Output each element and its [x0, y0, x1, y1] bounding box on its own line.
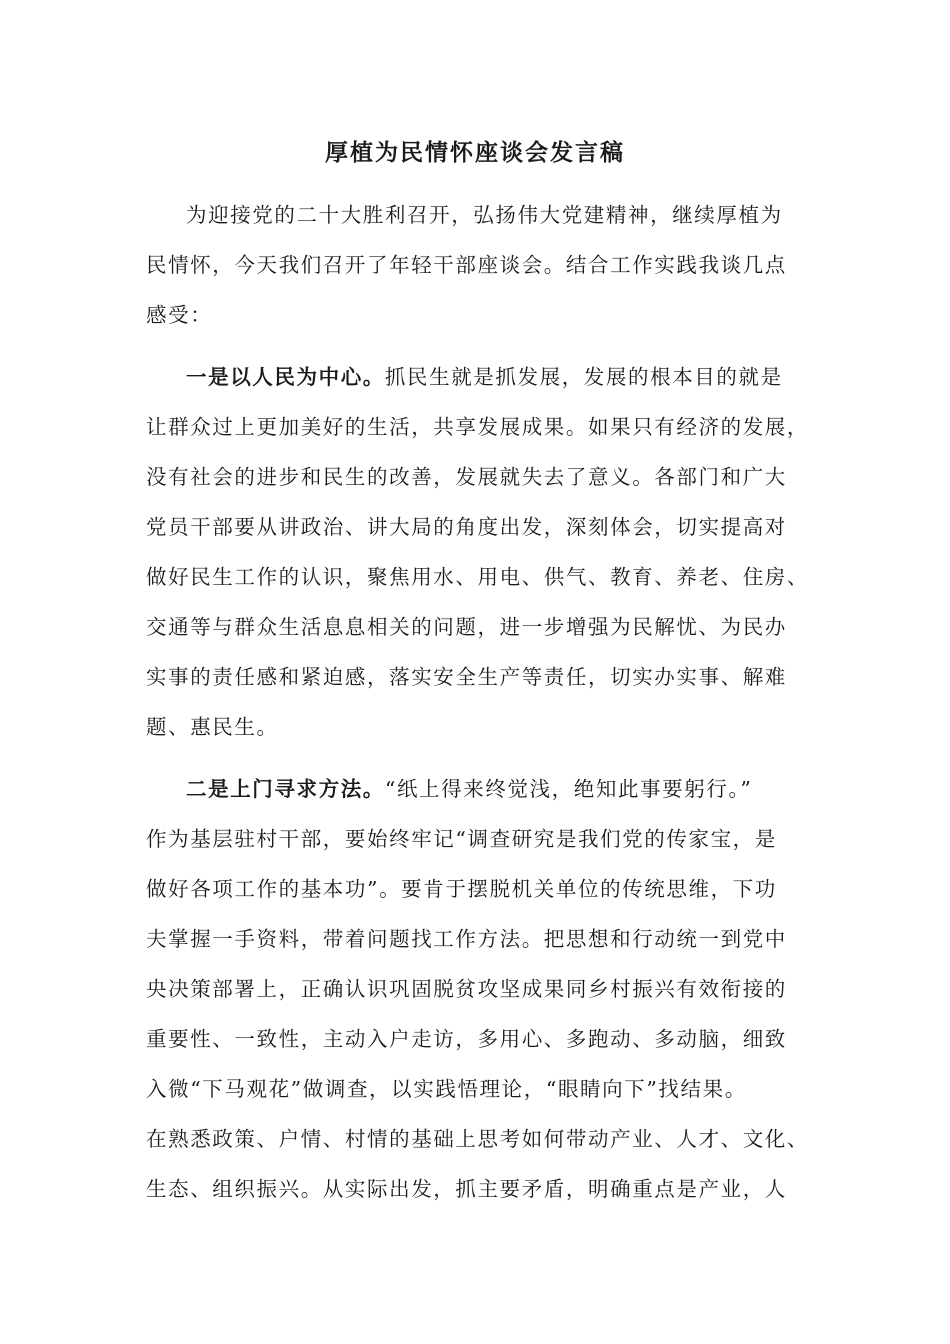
point2-line: 夫掌握一手资料，带着问题找工作方法。把思想和行动统一到党中: [146, 927, 787, 951]
intro-line: 为迎接党的二十大胜利召开，弘扬伟大党建精神，继续厚植为: [186, 203, 783, 227]
document-title: 厚植为民情怀座谈会发言稿: [325, 139, 625, 166]
point1-line: 题、惠民生。: [146, 715, 279, 739]
point2-line: 作为基层驻村干部，要始终牢记“调查研究是我们党的传家宝，是: [146, 827, 777, 851]
point1-line: 实事的责任感和紧迫感，落实安全生产等责任，切实办实事、解难: [146, 665, 787, 689]
point2-first-line: [186, 772, 886, 806]
point1-line: 让群众过上更加美好的生活，共享发展成果。如果只有经济的发展，: [146, 415, 809, 439]
point1-line: 党员干部要从讲政治、讲大局的角度出发，深刻体会，切实提高对: [146, 515, 787, 539]
point1-line: 没有社会的进步和民生的改善，发展就失去了意义。各部门和广大: [146, 465, 787, 489]
point2-lead: 二是上门寻求方法。: [186, 777, 385, 801]
point1-first-line: [186, 360, 886, 394]
point1-first-rest: 抓民生就是抓发展，发展的根本目的就是: [384, 365, 783, 389]
intro-line: 民情怀，今天我们召开了年轻干部座谈会。结合工作实践我谈几点: [146, 253, 787, 277]
point1-line: 做好民生工作的认识，聚焦用水、用电、供气、教育、养老、住房、: [146, 565, 809, 589]
point2-line: 入微“下马观花”做调查，以实践悟理论，“眼睛向下”找结果。: [146, 1077, 747, 1101]
point2-first-rest: “纸上得来终觉浅，绝知此事要躬行。”: [384, 777, 753, 801]
intro-line: 感受：: [146, 303, 213, 327]
point1-lead: 一是以人民为中心。: [186, 365, 385, 389]
point2-line: 在熟悉政策、户情、村情的基础上思考如何带动产业、人才、文化、: [146, 1127, 809, 1151]
point1-line: 交通等与群众生活息息相关的问题，进一步增强为民解忧、为民办: [146, 615, 787, 639]
point2-line: 央决策部署上，正确认识巩固脱贫攻坚成果同乡村振兴有效衔接的: [146, 977, 787, 1001]
point2-line: 重要性、一致性，主动入户走访，多用心、多跑动、多动脑，细致: [146, 1027, 787, 1051]
point2-line: 生态、组织振兴。从实际出发，抓主要矛盾，明确重点是产业，人: [146, 1177, 787, 1201]
point2-line: 做好各项工作的基本功”。要肯于摆脱机关单位的传统思维，下功: [146, 877, 777, 901]
